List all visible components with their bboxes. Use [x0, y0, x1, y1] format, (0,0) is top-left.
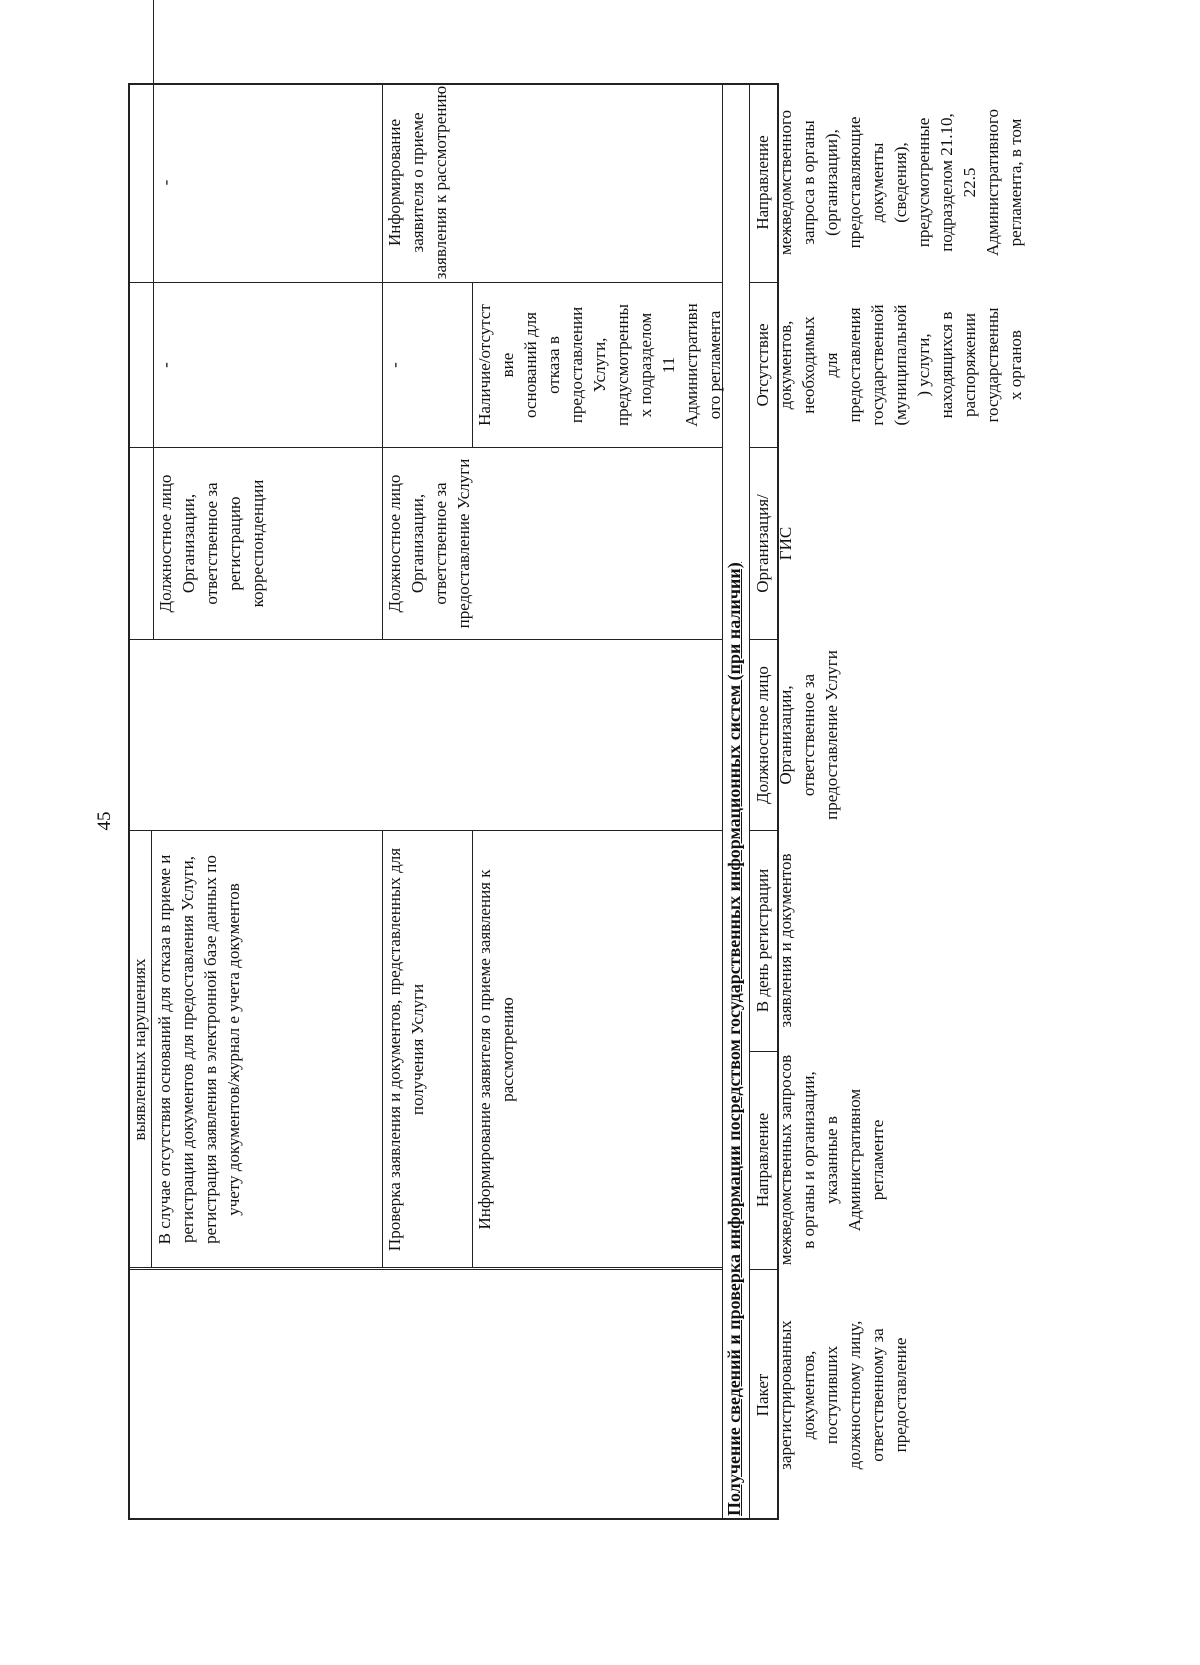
top-col6-cell2: Информирование заявителя о приеме заявления к рассмотрению: [385, 85, 450, 280]
bottom-place-cell: Организация/ ГИС: [753, 494, 795, 593]
bottom-action-cell: Направление межведомственных запросов в органы и организации, указанные в Административном регламенте: [753, 1054, 887, 1266]
top-col1-cell2: В случае отсутствия оснований для отказа в приеме и регистрации документов для предоставления Услуги, регистрация заявления в электронной базе данных по учету документов/журнал е учета документов: [155, 854, 243, 1245]
top-col6-cell1: -: [156, 179, 175, 186]
bottom-result-cell: Направление межведомственного запроса в органы (организации), предоставляющие документы (сведения), предусмотренные подразделом 21.10, 22.5 Административного регламента, в том: [753, 109, 1025, 256]
top-col5-cell3: Наличие/отсутст вие оснований для отказа в предоставлении Услуги, предусмотренны х подразделом 11 Административн ого регламента: [475, 303, 724, 427]
bottom-input-cell: Пакет зарегистрированных документов, поступивших должностному лицу, ответственному за предоставление: [753, 1320, 910, 1470]
top-col1-cell1: выявленных нарушениях: [130, 958, 149, 1141]
top-col-border-1: [128, 1269, 722, 1270]
bottom-responsible-cell: Должностное лицо Организации, ответственное за предоставление Услуги: [753, 650, 841, 820]
section-heading: Получение сведений и проверка информации посредством государственных информационных систем (при наличии): [724, 562, 744, 1516]
top-col3-cell1: Должностное лицо Организации, ответственное за регистрацию корреспонденции: [156, 474, 267, 613]
section-heading-bottom-line: [749, 83, 750, 1520]
col1-row-border-1: [151, 831, 152, 1268]
top-col-border-3: [128, 639, 722, 640]
table-left-edge: [128, 1519, 779, 1520]
page-number: 45: [94, 811, 115, 831]
top-col1-cell3: Проверка заявления и документов, представленных для получения Услуги: [385, 847, 427, 1252]
top-col3-cell2: Должностное лицо Организации, ответственное за предоставление Услуги: [385, 458, 473, 629]
top-col5-cell1: -: [156, 362, 175, 368]
rotated-table-page: [128, 83, 1025, 1520]
top-col1-cell4: Информирование заявителя о приеме заявления к рассмотрению: [475, 869, 517, 1230]
top-col5-cell2: -: [385, 362, 404, 368]
bottom-criteria-cell: Отсутствие документов, необходимых для предоставления государственной (муниципальной ) услуги, находящихся в распоряжении государственны х органов: [753, 304, 1025, 426]
bottom-deadline-cell: В день регистрации заявления и документов: [753, 853, 795, 1028]
